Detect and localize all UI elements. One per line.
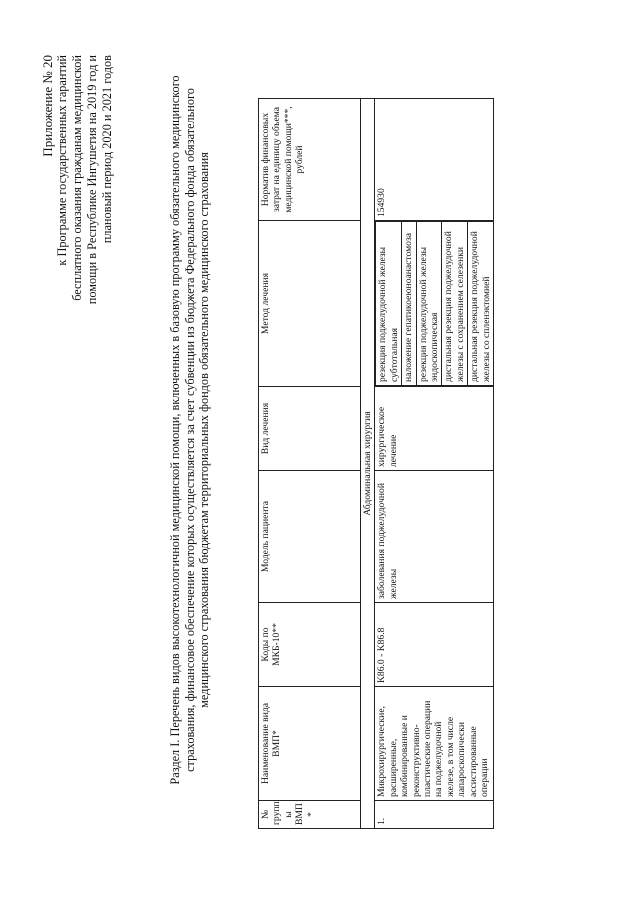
appendix-header bbox=[40, 55, 115, 385]
cell-name: Микрохирургические, расширенные, комбинированные и реконструктивно-пластические операции на поджелудочной железе, в том числе лапароскопически ассистированные операции bbox=[375, 687, 494, 801]
appendix-line: плановый период 2020 и 2021 годов bbox=[100, 55, 114, 244]
section-row bbox=[361, 99, 375, 829]
method-item: резекция поджелудочной железы эндоскопическая bbox=[416, 222, 442, 386]
cell-model: заболевания поджелудочной железы bbox=[375, 471, 494, 603]
method-item: резекция поджелудочной железы субтотальная bbox=[376, 222, 402, 386]
cell-codes: K86.0 - K86.8 bbox=[375, 603, 494, 687]
vmp-table bbox=[258, 98, 494, 829]
method-item: дистальная резекция поджелудочной железы со спленэктомией bbox=[468, 222, 493, 386]
header-name: Наименование вида ВМП* bbox=[259, 687, 361, 801]
appendix-line: к Программе государственных гарантий bbox=[55, 55, 69, 266]
method-item: дистальная резекция поджелудочной железы с сохранением селезенки bbox=[442, 222, 468, 386]
appendix-number: Приложение № 20 bbox=[40, 55, 55, 157]
section-title: Раздел I. Перечень видов высокотехнологичной медицинской помощи, включенных в базовую программу обязательного медицинского страхования, финансовое обеспечение которых осуществляется за счет субвенции из бюджета Федерального фонда обязательного медицинского страхования бюджетам территориальных фондов обязательного медицинского страхования bbox=[168, 75, 211, 785]
cell-norm: 154930 bbox=[375, 99, 494, 221]
header-method: Метод лечения bbox=[259, 221, 361, 387]
method-item: наложение гепатикоеюноанастомоза bbox=[402, 222, 416, 386]
method-list bbox=[375, 221, 493, 386]
appendix-line: бесплатного оказания гражданам медицинской bbox=[70, 55, 84, 301]
cell-kind: хирургическое лечение bbox=[375, 387, 494, 471]
header-kind: Вид лечения bbox=[259, 387, 361, 471]
section-row-label: Абдоминальная хирургия bbox=[361, 99, 375, 829]
appendix-line: помощи в Республике Ингушетия на 2019 год и bbox=[85, 55, 99, 305]
cell-group: 1. bbox=[375, 801, 494, 829]
header-codes: Коды по МКБ-10** bbox=[259, 603, 361, 687]
header-group: № групп ы ВМП * bbox=[259, 801, 361, 829]
table-row bbox=[375, 99, 494, 829]
header-model: Модель пациента bbox=[259, 471, 361, 603]
table-header-row bbox=[259, 99, 361, 829]
header-norm: Норматив финансовых затрат на единицу объема медицинской помощи***, рублей bbox=[259, 99, 361, 221]
cell-methods bbox=[375, 221, 494, 387]
